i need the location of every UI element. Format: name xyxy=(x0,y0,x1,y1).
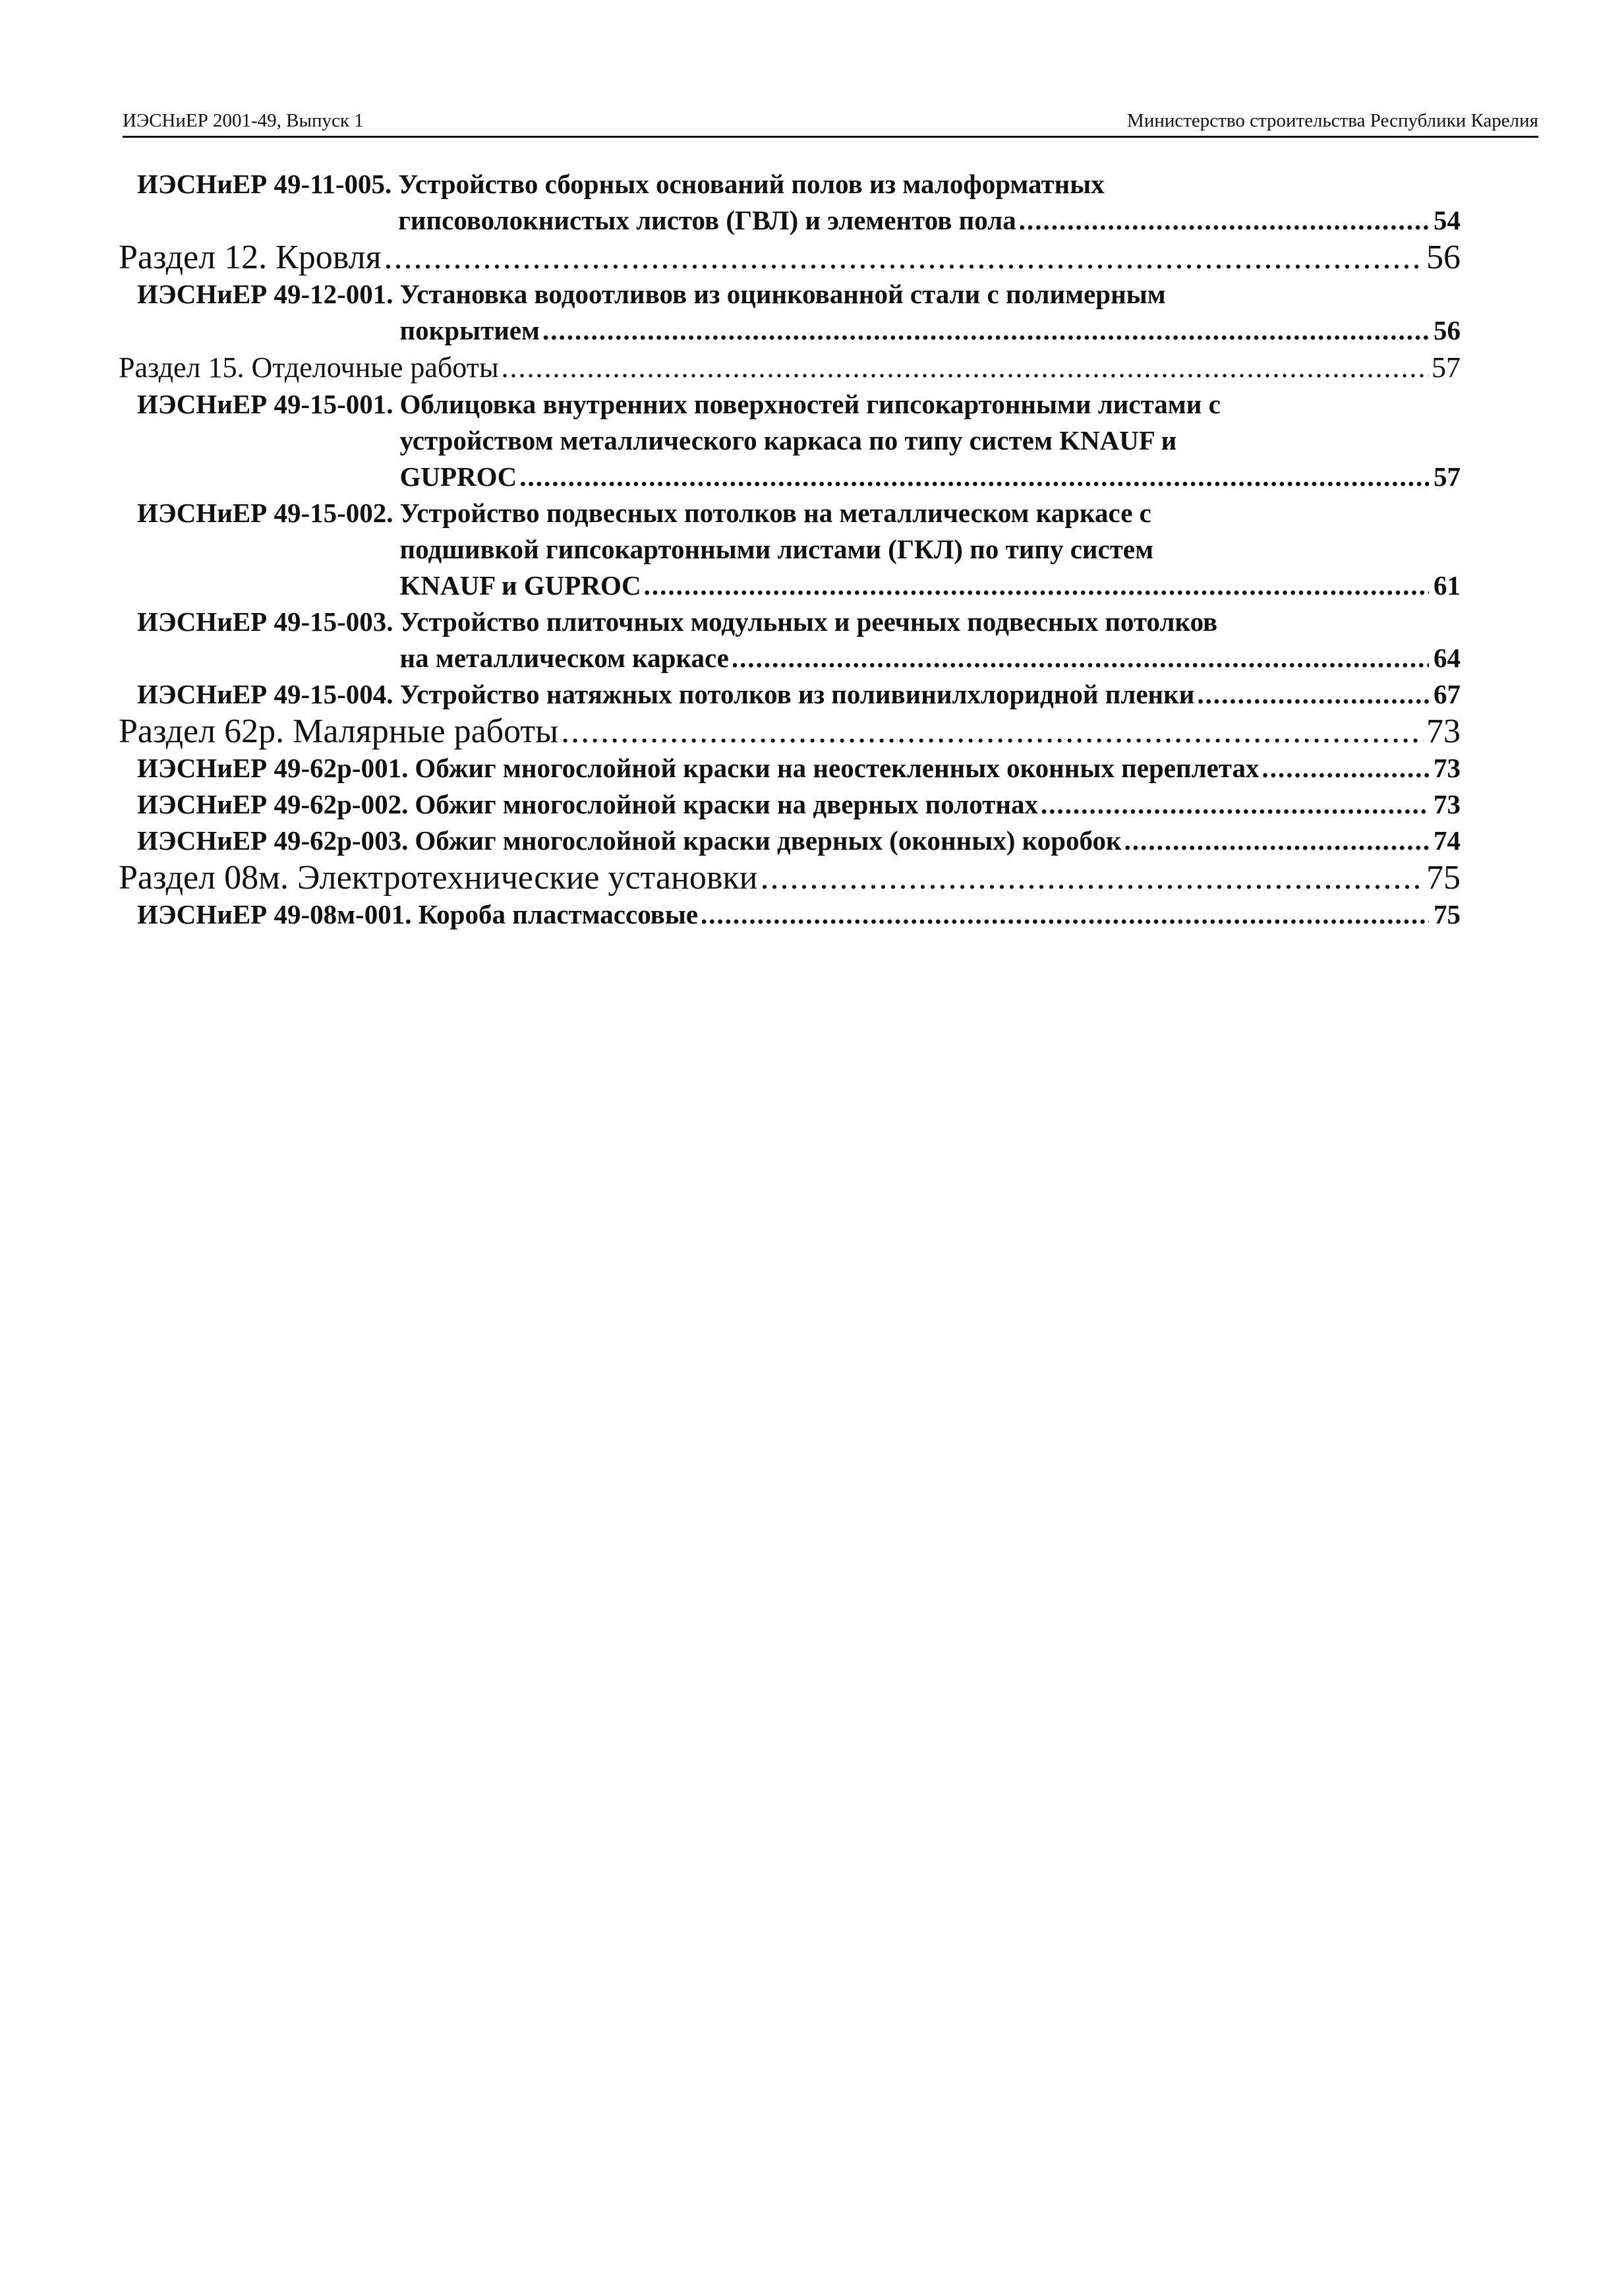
toc-entry-title xyxy=(400,676,1461,713)
toc-entry-title xyxy=(400,386,1461,495)
dot-leader xyxy=(1041,786,1429,823)
toc-entry-title-line: устройством металлического каркаса по типу систем KNAUF и xyxy=(399,425,1177,456)
toc-entry-title-line: Устройство натяжных потолков из поливинилхлоридной пленки xyxy=(399,679,1195,709)
dot-leader xyxy=(1262,750,1429,786)
toc-section-page: 75 xyxy=(1426,859,1461,897)
toc-entry[interactable] xyxy=(119,786,1461,823)
toc-entry-code: ИЭСНиЕР 49-08м-001. xyxy=(137,899,412,929)
toc-entry-title xyxy=(415,823,1461,859)
toc-entry-page: 61 xyxy=(1434,570,1461,601)
toc-entry-page: 75 xyxy=(1434,899,1461,929)
toc-entry-title-line: Обжиг многослойной краски на дверных полотнах xyxy=(415,789,1038,819)
toc-entry[interactable] xyxy=(119,276,1461,349)
toc-entry-title-line: KNAUF и GUPROC xyxy=(399,570,641,601)
toc-section-title: Раздел 62р. Малярные работы xyxy=(119,713,559,750)
dot-leader xyxy=(1197,676,1429,713)
toc-entry-title-line: GUPROC xyxy=(399,461,517,492)
toc-entry-title xyxy=(415,750,1461,786)
toc-entry-title-line: Обжиг многослойной краски дверных (оконных) коробок xyxy=(415,825,1122,856)
toc-section[interactable] xyxy=(119,859,1461,897)
toc-entry-page: 73 xyxy=(1434,789,1461,819)
dot-leader xyxy=(542,312,1429,349)
toc-entry-title-line: Устройство сборных оснований полов из малоформатных xyxy=(398,169,1105,199)
toc-entry-code: ИЭСНиЕР 49-62р-001. xyxy=(137,753,409,783)
toc-entry[interactable] xyxy=(119,897,1461,933)
header-document-code: ИЭСНиЕР 2001-49, Выпуск 1 xyxy=(123,110,364,131)
toc-entry-title-line: покрытием xyxy=(399,315,540,345)
toc-entry-title xyxy=(418,897,1461,933)
toc-entry[interactable] xyxy=(119,495,1461,604)
dot-leader xyxy=(561,713,1424,750)
toc-entry-title-line: Установка водоотливов из оцинкованной стали с полимерным xyxy=(399,279,1166,309)
toc-entry-page: 57 xyxy=(1434,461,1461,492)
toc-entry-title-line: подшивкой гипсокартонными листами (ГКЛ) по типу систем xyxy=(399,534,1154,564)
toc-entry-title-line: гипсоволокнистых листов (ГВЛ) и элементов пола xyxy=(398,205,1016,235)
toc-entry-page: 74 xyxy=(1434,825,1461,856)
toc-section-page: 73 xyxy=(1426,713,1461,750)
dot-leader xyxy=(760,859,1424,897)
toc-entry[interactable] xyxy=(119,604,1461,676)
toc-entry-title-line: Устройство плиточных модульных и реечных подвесных потолков xyxy=(399,606,1218,637)
toc-entry-page: 67 xyxy=(1434,679,1461,709)
toc-entry-title xyxy=(400,604,1461,676)
dot-leader xyxy=(1124,823,1429,859)
toc-entry-page: 56 xyxy=(1434,315,1461,345)
toc-entry-code: ИЭСНиЕР 49-62р-003. xyxy=(137,825,409,856)
toc-entry-code: ИЭСНиЕР 49-12-001. xyxy=(137,279,393,309)
toc-entry-title xyxy=(415,786,1461,823)
dot-leader xyxy=(644,568,1429,604)
toc-section[interactable] xyxy=(119,239,1461,276)
dot-leader xyxy=(732,640,1429,676)
toc-entry[interactable] xyxy=(119,166,1461,239)
toc-entry[interactable] xyxy=(119,676,1461,713)
toc-entry[interactable] xyxy=(119,823,1461,859)
toc-entry-code: ИЭСНиЕР 49-15-001. xyxy=(137,389,393,419)
dot-leader xyxy=(1019,202,1429,239)
toc-entry-code: ИЭСНиЕР 49-15-003. xyxy=(137,606,393,637)
toc-entry[interactable] xyxy=(119,386,1461,495)
toc-entry-title-line: Облицовка внутренних поверхностей гипсокартонными листами с xyxy=(399,389,1221,419)
toc-section[interactable] xyxy=(119,713,1461,750)
toc-entry-title xyxy=(400,495,1461,604)
toc-entry[interactable] xyxy=(119,750,1461,786)
dot-leader xyxy=(519,459,1429,495)
toc-entry-code: ИЭСНиЕР 49-11-005. xyxy=(137,169,392,199)
toc-entry-page: 64 xyxy=(1434,643,1461,673)
table-of-contents xyxy=(119,166,1461,933)
toc-section-title: Раздел 15. Отделочные работы xyxy=(119,351,499,384)
toc-entry-title xyxy=(400,276,1461,349)
toc-section-page: 57 xyxy=(1432,351,1461,384)
toc-entry-title-line: Обжиг многослойной краски на неостекленных оконных переплетах xyxy=(415,753,1260,783)
toc-entry-page: 54 xyxy=(1434,205,1461,235)
toc-section-title: Раздел 12. Кровля xyxy=(119,239,382,276)
toc-entry-code: ИЭСНиЕР 49-15-002. xyxy=(137,498,393,528)
toc-section[interactable] xyxy=(119,349,1461,386)
header-ministry: Министерство строительства Республики Карелия xyxy=(1127,110,1538,131)
toc-entry-title-line: Устройство подвесных потолков на металлическом каркасе с xyxy=(399,498,1151,528)
toc-section-title: Раздел 08м. Электротехнические установки xyxy=(119,859,758,897)
dot-leader xyxy=(701,897,1429,933)
page-header xyxy=(123,105,1538,138)
toc-entry-code: ИЭСНиЕР 49-15-004. xyxy=(137,679,393,709)
toc-entry-page: 73 xyxy=(1434,753,1461,783)
toc-entry-title-line: на металлическом каркасе xyxy=(399,643,729,673)
toc-entry-title xyxy=(398,166,1461,239)
toc-section-page: 56 xyxy=(1426,239,1461,276)
toc-entry-code: ИЭСНиЕР 49-62р-002. xyxy=(137,789,409,819)
dot-leader xyxy=(384,239,1424,276)
toc-entry-title-line: Короба пластмассовые xyxy=(418,899,699,929)
dot-leader xyxy=(502,349,1429,386)
